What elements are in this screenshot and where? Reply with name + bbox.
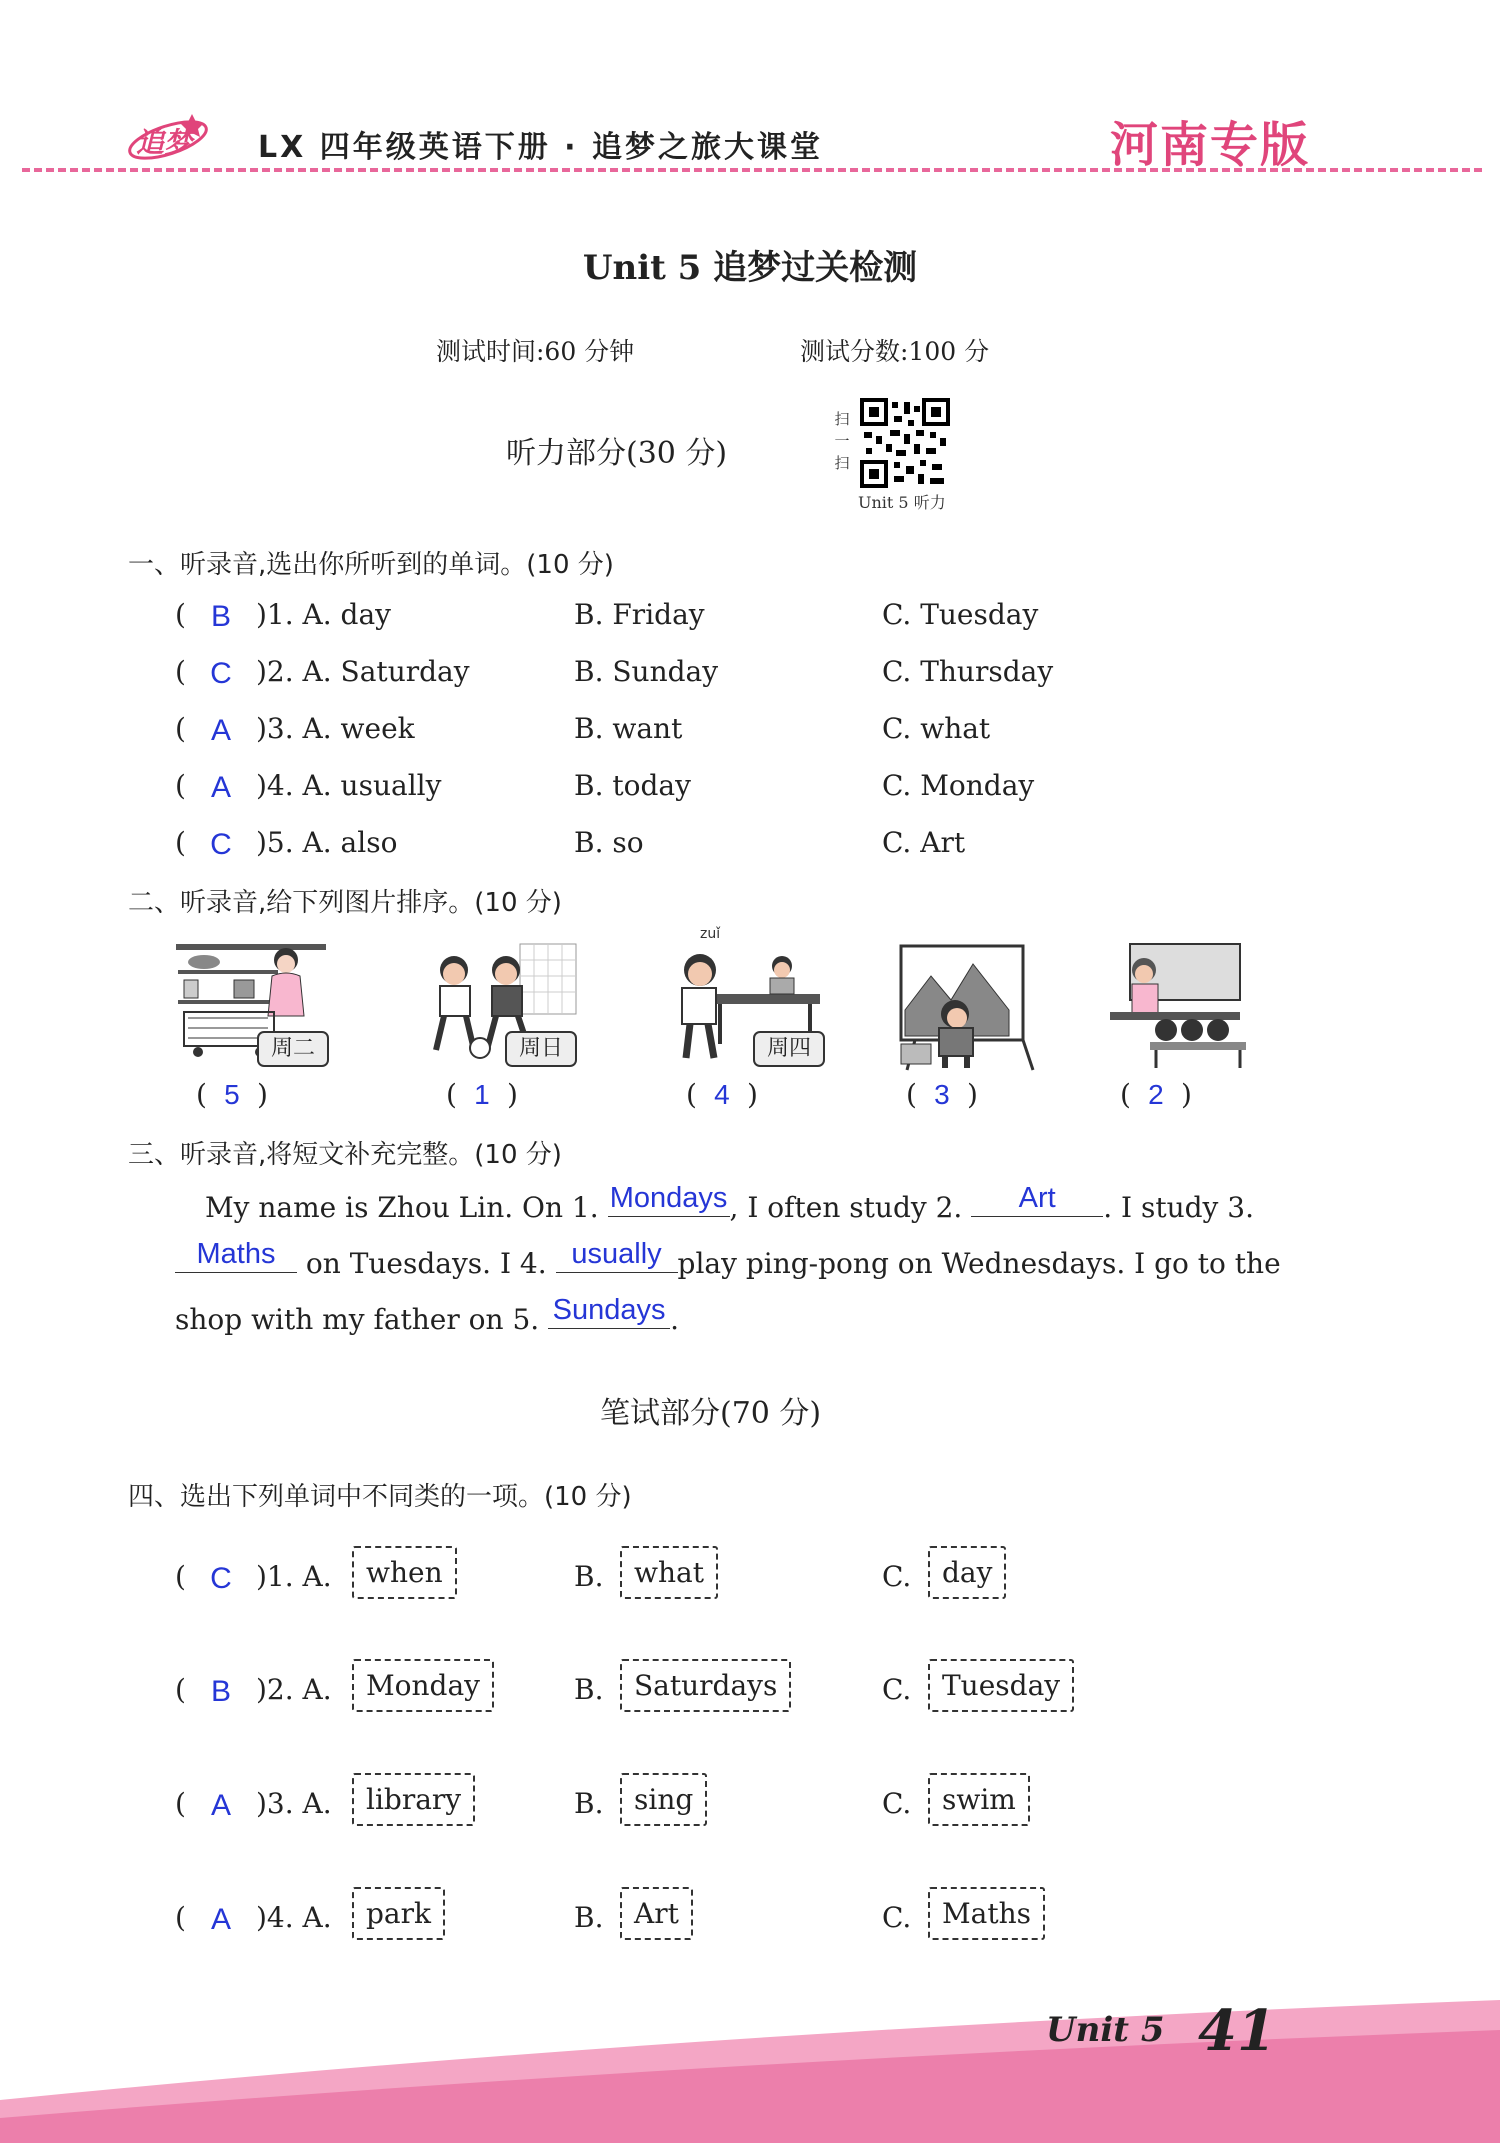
- page-title: Unit 5 追梦过关检测: [582, 248, 918, 288]
- question-number: )3. A.: [256, 1787, 332, 1820]
- option-b: B. Sunday: [574, 655, 719, 688]
- blank-5: Sundays: [548, 1298, 670, 1329]
- option-a: )5. A. also: [256, 826, 398, 859]
- word-box: Saturdays: [620, 1659, 791, 1712]
- qr-side-char: 扫: [834, 410, 850, 428]
- book-title: LX 四年级英语下册 · 追梦之旅大课堂: [258, 130, 823, 165]
- option-c: C. Thursday: [882, 655, 1054, 688]
- question-row: ( A )4. A. usually B. today C. Monday: [175, 769, 1035, 804]
- question-number: )4. A.: [256, 1901, 332, 1934]
- qr-scan-hint: [834, 408, 850, 474]
- order-answer: ( 4 ): [686, 1078, 758, 1111]
- answer-mark: A: [210, 1903, 231, 1936]
- qr-caption: Unit 5 听力: [858, 493, 946, 512]
- part4-heading: 四、选出下列单词中不同类的一项。(10 分): [128, 1482, 632, 1512]
- option-b: B. want: [574, 712, 683, 745]
- question-number: )1. A.: [256, 1560, 332, 1593]
- pic3-text: zuǐ: [700, 926, 721, 942]
- word-box: sing: [620, 1773, 707, 1826]
- day-label: 周日: [518, 1036, 563, 1061]
- option-a: )2. A. Saturday: [256, 655, 470, 688]
- order-answer: ( 1 ): [446, 1078, 518, 1111]
- order-answer: ( 2 ): [1120, 1078, 1192, 1111]
- qr-code[interactable]: [860, 398, 950, 488]
- part2-heading: 二、听录音,给下列图片排序。(10 分): [128, 888, 562, 918]
- footer-unit: Unit 5: [1046, 2010, 1165, 2050]
- brand-logo: [122, 108, 214, 168]
- order-answer: ( 3 ): [906, 1078, 978, 1111]
- option-b: B. Friday: [574, 598, 705, 631]
- question-row: ( C )2. A. Saturday B. Sunday C. Thursday: [175, 655, 1054, 690]
- test-score: 测试分数:100 分: [800, 337, 990, 366]
- question-row: ( B )2. A. Monday B. Saturdays C. Tuesday: [0, 1673, 1500, 1743]
- answer-mark: B: [210, 1675, 231, 1708]
- blank-1: Mondays: [608, 1186, 730, 1217]
- part1-heading: 一、听录音,选出你所听到的单词。(10 分): [128, 550, 614, 580]
- answer-mark: B: [210, 600, 231, 633]
- day-label: 周二: [270, 1036, 315, 1061]
- word-box: when: [352, 1546, 457, 1599]
- qr-side-char: 一: [834, 432, 850, 450]
- football-picture: [420, 940, 580, 1070]
- word-box: swim: [928, 1773, 1030, 1826]
- question-row: ( B )1. A. day B. Friday C. Tuesday: [175, 598, 1039, 633]
- option-b: B. today: [574, 769, 691, 802]
- question-row: ( C )5. A. also B. so C. Art: [175, 826, 966, 861]
- picture-strip: [170, 926, 1250, 1070]
- option-b: B. so: [574, 826, 644, 859]
- option-a: )4. A. usually: [256, 769, 442, 802]
- word-box: what: [620, 1546, 718, 1599]
- ping-pong-picture: [670, 926, 830, 1070]
- classroom-picture: [1100, 940, 1260, 1070]
- page-number: 41: [1198, 1998, 1276, 2064]
- word-box: Art: [620, 1887, 693, 1940]
- logo-text: 追梦: [136, 126, 193, 159]
- word-box: day: [928, 1546, 1006, 1599]
- answer-mark: C: [210, 1562, 232, 1595]
- blank-3: Maths: [175, 1242, 297, 1273]
- answer-mark: A: [210, 1789, 231, 1822]
- blank-4: usually: [556, 1242, 678, 1273]
- cloze-passage: My name is Zhou Lin. On 1. Mondays , I often study 2. Art . I study 3. Maths on Tuesdays. I 4. usually play ping-pong on Wednesdays. I go to the shop with my father on 5. Sundays .: [175, 1182, 1281, 1336]
- option-c: C. Art: [882, 826, 966, 859]
- edition-label: 河南专版: [1110, 117, 1311, 173]
- option-a: )1. A. day: [256, 598, 391, 631]
- answer-mark: C: [210, 657, 232, 690]
- art-picture: [895, 940, 1055, 1070]
- answer-mark: C: [210, 828, 232, 861]
- option-c: C. what: [882, 712, 991, 745]
- header-divider: [22, 168, 1482, 172]
- order-answer: ( 5 ): [196, 1078, 268, 1111]
- word-box: park: [352, 1887, 445, 1940]
- answer-mark: A: [210, 771, 231, 804]
- option-a: )3. A. week: [256, 712, 415, 745]
- question-row: ( A )4. A. park B. Art C. Maths: [0, 1901, 1500, 1971]
- word-box: Monday: [352, 1659, 494, 1712]
- blank-2: Art: [971, 1186, 1103, 1217]
- option-c: C. Tuesday: [882, 598, 1039, 631]
- question-row: ( A )3. A. library B. sing C. swim: [0, 1787, 1500, 1857]
- word-box: Maths: [928, 1887, 1045, 1940]
- answer-mark: A: [210, 714, 231, 747]
- question-row: ( C )1. A. when B. what C. day: [0, 1560, 1500, 1630]
- day-label: 周四: [766, 1036, 811, 1061]
- test-time: 测试时间:60 分钟: [436, 337, 635, 366]
- question-row: ( A )3. A. week B. want C. what: [175, 712, 991, 747]
- listening-heading: 听力部分(30 分): [506, 436, 728, 471]
- part3-heading: 三、听录音,将短文补充完整。(10 分): [128, 1140, 562, 1170]
- option-c: C. Monday: [882, 769, 1035, 802]
- question-number: )2. A.: [256, 1673, 332, 1706]
- word-box: library: [352, 1773, 475, 1826]
- qr-side-char: 扫: [834, 454, 850, 472]
- word-box: Tuesday: [928, 1659, 1074, 1712]
- shop-picture: [174, 940, 334, 1070]
- written-heading: 笔试部分(70 分): [600, 1396, 822, 1431]
